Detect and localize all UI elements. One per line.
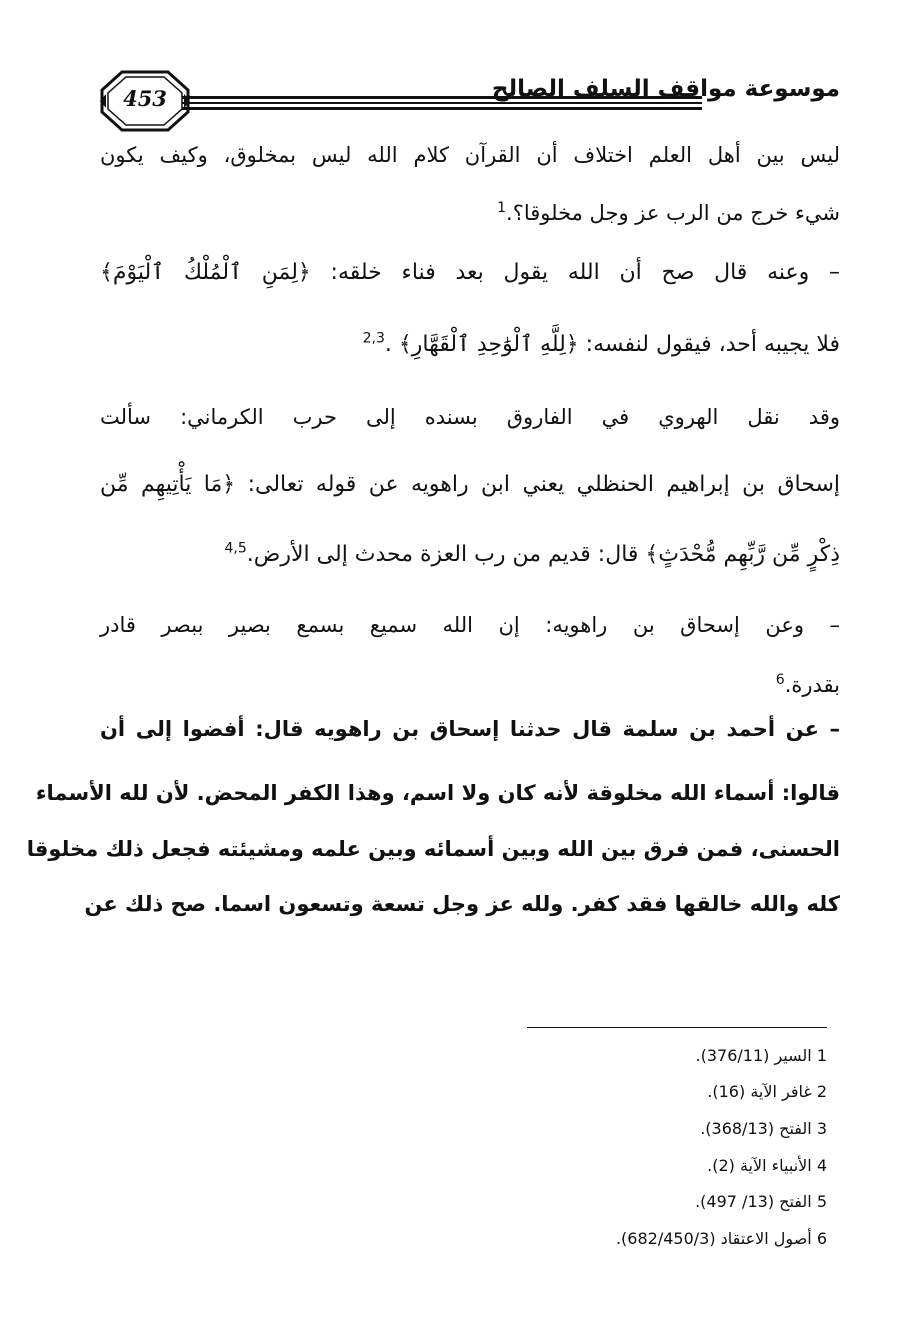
page-number-badge: [100, 70, 190, 132]
footnote-marker: 6: [775, 672, 785, 688]
text-line: [100, 714, 840, 744]
page-number: 453: [123, 86, 167, 111]
page-header: [100, 70, 840, 132]
text-line-content: ذِكْرٍ مِّن رَّبِّهِم مُّحْدَثٍ﴾ قال: قديم من رب العزة محدث إلى الأرض.: [246, 542, 840, 567]
footnote-marker: 1: [497, 200, 507, 216]
text-line-content: وقد نقل الهروي في الفاروق بسنده إلى حرب الكرماني: سألت: [100, 405, 840, 429]
footnote-text: السير (376/11).: [695, 1046, 812, 1065]
text-line: [100, 540, 840, 570]
footnote-text: غافر الآية (16).: [707, 1082, 812, 1101]
text-line: [84, 889, 840, 919]
text-line: [100, 198, 840, 228]
footnote-number: 5: [811, 1192, 827, 1211]
text-line: [100, 402, 840, 432]
footnote-item: [407, 1118, 827, 1140]
text-line-content: – عن أحمد بن سلمة قال حدثنا إسحاق بن راهويه قال: أفضوا إلى أن: [100, 717, 840, 741]
footnote-item: [407, 1191, 827, 1213]
text-line-content: قالوا: أسماء الله مخلوقة لأنه كان ولا اسم، وهذا الكفر المحض. لأن لله الأسماء: [35, 781, 840, 805]
text-line-content: شيء خرج من الرب عز وجل مخلوقا؟.: [506, 201, 840, 225]
footnote-separator: [527, 1027, 827, 1028]
footnote-text: الأنبياء الآية (2).: [707, 1156, 812, 1175]
footnote-number: 2: [811, 1082, 827, 1101]
text-line-content: ليس بين أهل العلم اختلاف أن القرآن كلام الله ليس بمخلوق، وكيف يكون: [100, 143, 840, 167]
footnote-item: [407, 1045, 827, 1067]
footnote-marker: 4,5: [224, 540, 247, 557]
footnote-text: أصول الاعتقاد (682/450/3).: [615, 1229, 812, 1248]
text-line-content: بقدرة.: [784, 673, 840, 697]
text-line-content: الحسنى، فمن فرق بين الله وبين أسمائه وبين علمه ومشيئته فجعل ذلك مخلوقا: [26, 837, 840, 861]
footnote-number: 4: [811, 1156, 827, 1175]
text-line: [100, 670, 840, 700]
footnote-number: 3: [811, 1119, 827, 1138]
text-line: [100, 610, 840, 640]
footnote-text: الفتح (368/13).: [700, 1119, 812, 1138]
text-line: [26, 834, 840, 864]
book-title: موسوعة مواقف السلف الصالح: [491, 76, 840, 102]
footnote-item: [407, 1155, 827, 1177]
footnote-number: 1: [811, 1046, 827, 1065]
text-line-content: فلا يجيبه أحد، فيقول لنفسه: ﴿لِلَّهِ ٱلْوَٰحِدِ ٱلْقَهَّارِ﴾ .: [384, 332, 840, 357]
text-line-content: كله والله خالقها فقد كفر. ولله عز وجل تسعة وتسعون اسما. صح ذلك عن: [84, 892, 840, 916]
text-line-content: – وعنه قال صح أن الله يقول بعد فناء خلقه: ﴿لِمَنِ ٱلْمُلْكُ ٱلْيَوْمَ﴾: [100, 260, 840, 285]
text-line: [100, 330, 840, 360]
footnote-item: [407, 1081, 827, 1103]
footnote-text: الفتح (13/ 497).: [695, 1192, 812, 1211]
text-line: [100, 140, 840, 170]
text-line-content: إسحاق بن إبراهيم الحنظلي يعني ابن راهويه عن قوله تعالى: ﴿مَا يَأْتِيهِم مِّن: [100, 472, 840, 497]
footnote-marker: 2,3: [362, 330, 385, 347]
text-line: [35, 778, 840, 808]
footnote-item: [407, 1228, 827, 1250]
text-line: [100, 258, 840, 288]
text-line: [100, 470, 840, 500]
footnote-number: 6: [811, 1229, 827, 1248]
text-line-content: – وعن إسحاق بن راهويه: إن الله سميع بسمع بصير ببصر قادر: [100, 613, 840, 637]
